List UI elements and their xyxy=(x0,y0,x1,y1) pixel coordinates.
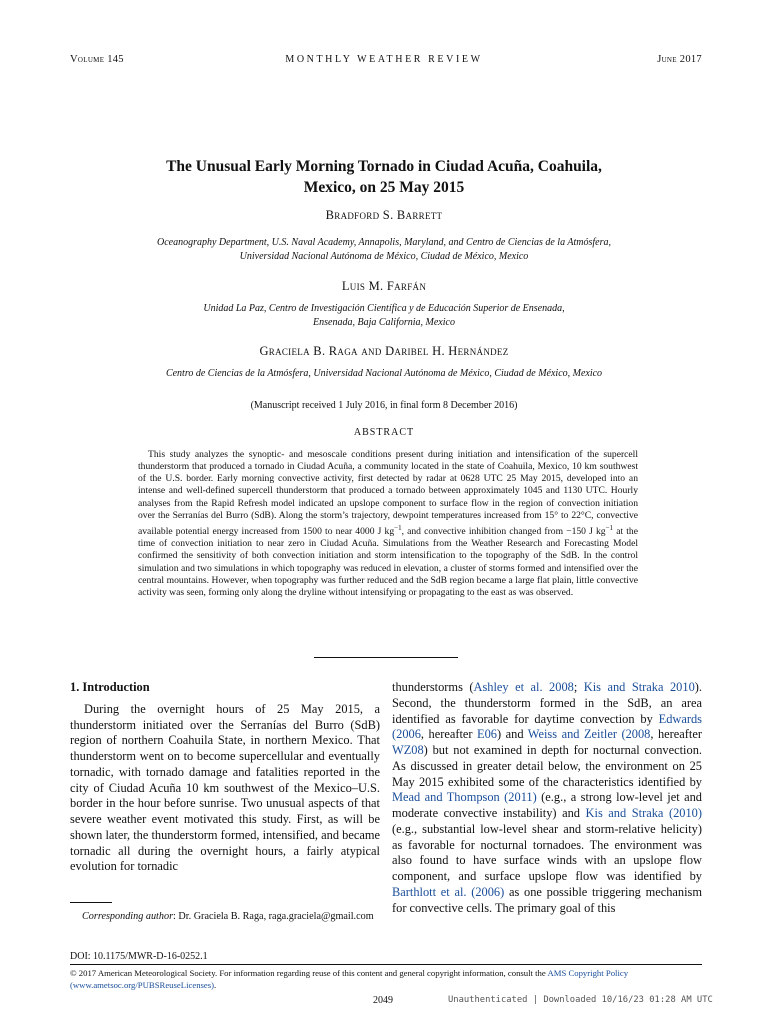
header-date: June 2017 xyxy=(657,54,702,65)
page-number: 2049 xyxy=(373,995,393,1006)
footnote-label: Corresponding author xyxy=(82,911,174,922)
abstract-paragraph: This study analyzes the synoptic- and mesoscale conditions present during initiation and intensification of the supercell thunderstorm that produced a tornado in Ciudad Acuña, a community located in the state of Coahuila, Mexico, 10 km southwest of the U.S. border. Early morning convective activity, first detected by radar at 0628 UTC 25 May 2015, developed into an intense and well-defined supercell thunderstorm that produced a tornado between approximately 1045 and 1130 UTC. Hourly analyses from the Rapid Refresh model indicated an upslope component to surface flow in the region of convection initiation over the Serranías del Burro (SdB). Along the storm’s trajectory, dewpoint temperatures increased from 15° to 22°C, convective available potential energy increased from 1500 to near 4000 J $kg^{-1}$, and convective inhibition changed from −150 J $kg^{-1}$ at the time of convection initiation to near zero in Ciudad Acuña. Simulations from the Weather Research and Forecasting Model confirmed the sensitivity of both convection initiation and storm intensification to the topography of the SdB. In the control simulation and two simulations in which topography was reduced in elevation, a cluster of storms formed and intensified over the central mountains. However, when topography was further reduced and the SdB region became a large flat plain, little convective activity was seen, forming only along the dryline without intensifying or propagating to the east as was observed. xyxy=(138,449,638,598)
affiliation-2 xyxy=(0,302,768,329)
citation-link[interactable]: Kis and Straka 2010 xyxy=(583,680,695,694)
affiliation-3 xyxy=(0,367,768,381)
affiliation-1-line-2: Universidad Nacional Autónoma de México, Ciudad de México, Mexico xyxy=(239,250,529,262)
citation-link[interactable]: Mead and Thompson (2011) xyxy=(392,790,537,805)
header-volume: Volume 145 xyxy=(70,54,124,65)
affiliation-2-line-2: Ensenada, Baja California, Mexico xyxy=(313,316,455,328)
citation-link[interactable]: Ashley et al. 2008 xyxy=(473,680,574,694)
intro-paragraph: During the overnight hours of 25 May 2015, a thunderstorm initiated over the Serranías del Burro (SdB) region of northern Coahuila State, in northern Mexico. That thunderstorm went on to become supercellular and eventually tornadic, with tornado damage and fatalities reported in the city of Ciudad Acuña 10 km southwest of the Mexico–U.S. border in the hour before sunrise. Two unusual aspects of that severe weather event motivated this study. First, as will be shown later, the thunderstorm formed, intensified, and became tornadic all during the overnight hours, a fairly atypical evolution for tornadic xyxy=(70,701,380,874)
intro-paragraph-continued: thunderstorms (Ashley et al. 2008; Kis and Straka 2010). Second, the thunderstorm formed in the SdB, an area identified as favorable for daytime convection by Edwards (2006, hereafter E06) and Weiss and Zeitler (2008, hereafter WZ08) but not examined in depth for nocturnal convection. As discussed in greater detail below, the environment on 25 May 2015 exhibited some of the characteristics identified by Mead and Thompson (2011) (e.g., a strong low-level jet and moderate convective instability) and Kis and Straka (2010) (e.g., substantial low-level shear and storm-relative helicity) as favorable for nocturnal tornadoes. The environment was also found to have surface winds with an upslope flow component, and surface upslope flow was identified by Barthlott et al. (2006) as one possible triggering mechanism for convective cells. The primary goal of this xyxy=(392,680,703,915)
citation-link[interactable]: Weiss and Zeitler (2008 xyxy=(527,727,651,742)
footer-rule xyxy=(70,964,702,965)
affiliation-3-line-1: Centro de Ciencias de la Atmósfera, Universidad Nacional Autónoma de México, Ciudad de México, Mexico xyxy=(165,368,603,379)
title-line-2: Mexico, on 25 May 2015 xyxy=(303,179,465,196)
abstract-body xyxy=(138,449,638,599)
download-watermark: Unauthenticated | Downloaded 10/16/23 01:28 AM UTC xyxy=(448,995,713,1005)
affiliation-2-line-1: Unidad La Paz, Centro de Investigación Científica y de Educación Superior de Ensenada, xyxy=(203,303,565,314)
abstract-heading: ABSTRACT xyxy=(353,427,415,438)
author-1: Bradford S. Barrett xyxy=(325,208,443,222)
author-3: Graciela B. Raga and Daribel H. Hernández xyxy=(259,344,509,358)
right-column xyxy=(392,680,702,916)
footnote-rule xyxy=(70,902,112,903)
paper-title xyxy=(0,156,768,198)
header-journal: MONTHLY WEATHER REVIEW xyxy=(285,54,483,65)
doi: DOI: 10.1175/MWR-D-16-0252.1 xyxy=(70,951,208,962)
footnote-text: : Dr. Graciela B. Raga, raga.graciela@gmail.com xyxy=(173,911,374,922)
left-column xyxy=(70,680,380,875)
author-2: Luis M. Farfán xyxy=(341,279,427,293)
affiliation-1-line-1: Oceanography Department, U.S. Naval Academy, Annapolis, Maryland, and Centro de Ciencias de la Atmósfera, xyxy=(156,237,612,248)
copyright-policy-link[interactable]: AMS Copyright Policy (www.ametsoc.org/PUBSReuseLicenses) xyxy=(70,968,629,990)
section-heading: 1. Introduction xyxy=(70,680,150,694)
citation-link[interactable]: E06 xyxy=(477,727,497,742)
citation-link[interactable]: WZ08 xyxy=(392,743,424,757)
abstract-divider xyxy=(314,657,458,658)
corresponding-author-footnote xyxy=(70,910,380,924)
manuscript-dates: (Manuscript received 1 July 2016, in final form 8 December 2016) xyxy=(250,400,518,411)
citation-link[interactable]: Kis and Straka (2010) xyxy=(585,806,702,820)
affiliation-1 xyxy=(0,236,768,263)
title-line-1: The Unusual Early Morning Tornado in Ciudad Acuña, Coahuila, xyxy=(166,158,602,175)
citation-link[interactable]: Edwards (2006 xyxy=(392,711,702,742)
citation-link[interactable]: Barthlott et al. (2006) xyxy=(392,884,505,899)
copyright-notice: © 2017 American Meteorological Society. For information regarding reuse of this content and general copyright information, consult the AMS Copyright Policy (www.ametsoc.org/PUBSReuseLicenses). xyxy=(70,968,629,990)
